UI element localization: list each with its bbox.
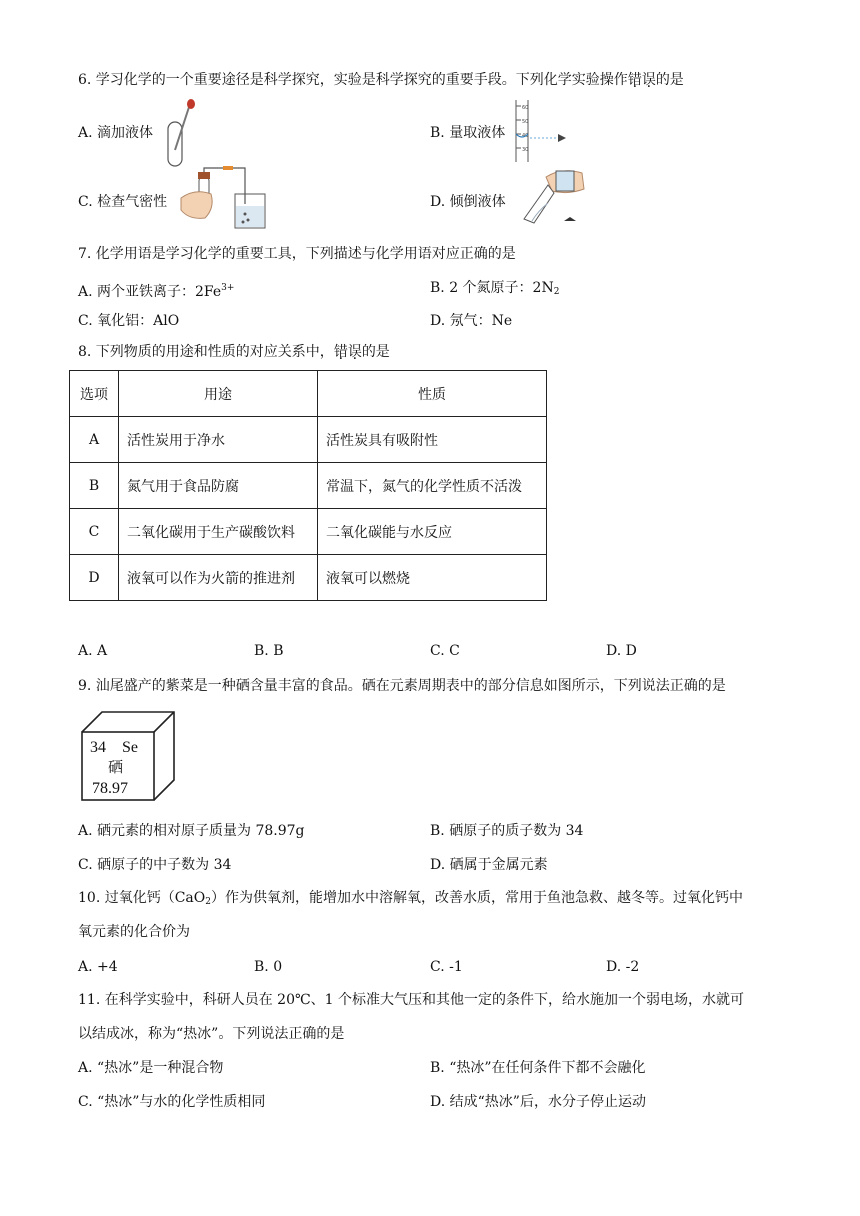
table-cell: D	[70, 555, 119, 601]
q6-option-c[interactable]: C. 检查气密性	[78, 194, 168, 210]
table-cell: 常温下，氮气的化学性质不活泼	[318, 463, 547, 509]
q10-stem-line2: 氧元素的化合价为	[78, 924, 190, 940]
q11-option-a[interactable]: A. “热冰”是一种混合物	[78, 1060, 224, 1076]
q8-option-a[interactable]: A. A	[78, 643, 108, 659]
q11-option-b[interactable]: B. “热冰”在任何条件下都不会融化	[430, 1060, 646, 1076]
element-atomic-number: 34	[90, 739, 106, 756]
q11-option-c[interactable]: C. “热冰”与水的化学性质相同	[78, 1094, 266, 1110]
q6-emphasis: 错误	[627, 72, 656, 88]
q11-stem-line2: 以结成冰，称为“热冰”。下列说法正确的是	[78, 1026, 345, 1042]
table-cell: 活性炭用于净水	[119, 417, 318, 463]
table-cell: C	[70, 509, 119, 555]
table-row	[70, 509, 547, 555]
q7-option-b[interactable]: B. 2 个氮原子：$2N_2$	[430, 280, 560, 297]
q6-stem: 6. 学习化学的一个重要途径是科学探究，实验是科学探究的重要手段。下列化学实验操作错误的是	[78, 72, 684, 88]
table-cell: 液氧可以作为火箭的推进剂	[119, 555, 318, 601]
q10-option-d[interactable]: D. -2	[606, 959, 640, 975]
table-cell: 二氧化碳能与水反应	[318, 509, 547, 555]
q10-stem-line1: 10. 过氧化钙（CaO$_2$）作为供氧剂，能增加水中溶解氧，改善水质，常用于鱼池急救、越冬等。过氧化钙中	[78, 890, 743, 907]
q8-option-d[interactable]: D. D	[606, 643, 637, 659]
q9-option-c[interactable]: C. 硒原子的中子数为 34	[78, 857, 232, 873]
table-header-cell: 性质	[318, 371, 547, 417]
q10-option-c[interactable]: C. -1	[430, 959, 463, 975]
table-row	[70, 417, 547, 463]
element-atomic-mass: 78.97	[92, 780, 128, 797]
table-row	[70, 555, 547, 601]
element-name: 硒	[108, 758, 124, 776]
q7-option-c[interactable]: C. 氧化铝：AlO	[78, 313, 180, 329]
q6-option-a[interactable]: A. 滴加液体	[78, 125, 154, 141]
q11-stem-line1: 11. 在科学实验中，科研人员在 20℃、1 个标准大气压和其他一定的条件下，给水施加一个弱电场，水就可	[78, 992, 744, 1008]
selenium-element-card	[80, 710, 176, 802]
q7-option-a[interactable]: A. 两个亚铁离子：$2Fe^{3+}$	[78, 283, 235, 300]
q10-option-b[interactable]: B. 0	[254, 959, 283, 975]
element-symbol: Se	[122, 739, 138, 756]
q7-stem: 7. 化学用语是学习化学的重要工具，下列描述与化学用语对应正确的是	[78, 246, 516, 262]
q9-option-b[interactable]: B. 硒原子的质子数为 34	[430, 823, 584, 839]
q10-option-a[interactable]: A. +4	[78, 959, 118, 975]
table-cell: B	[70, 463, 119, 509]
graduated-cylinder-figure	[508, 98, 570, 164]
cylinder-tick-label: 50	[522, 119, 529, 125]
dropper-tube-figure	[162, 98, 202, 170]
cylinder-tick-label: 30	[522, 147, 529, 153]
q9-option-d[interactable]: D. 硒属于金属元素	[430, 857, 548, 873]
table-cell: 氮气用于食品防腐	[119, 463, 318, 509]
table-cell: 活性炭具有吸附性	[318, 417, 547, 463]
q8-option-c[interactable]: C. C	[430, 643, 460, 659]
q9-option-a[interactable]: A. 硒元素的相对原子质量为 78.97g	[78, 823, 305, 839]
table-row	[70, 463, 547, 509]
q8-stem: 8. 下列物质的用途和性质的对应关系中，错误的是	[78, 344, 390, 360]
table-cell: A	[70, 417, 119, 463]
table-cell: 液氧可以燃烧	[318, 555, 547, 601]
table-header-cell: 用途	[119, 371, 318, 417]
pouring-liquid-figure	[512, 163, 592, 233]
q8-emphasis: 错误	[333, 344, 362, 360]
cylinder-tick-label: 60	[522, 105, 529, 111]
q7-option-d[interactable]: D. 氖气：Ne	[430, 313, 513, 329]
q8-table	[69, 370, 547, 601]
q11-option-d[interactable]: D. 结成“热冰”后，水分子停止运动	[430, 1094, 646, 1110]
table-cell: 二氧化碳用于生产碳酸饮料	[119, 509, 318, 555]
q6-option-b[interactable]: B. 量取液体	[430, 125, 506, 141]
airtightness-check-figure	[175, 164, 275, 232]
table-header-cell: 选项	[70, 371, 119, 417]
cylinder-tick-label: 40	[522, 133, 529, 139]
q6-option-d[interactable]: D. 倾倒液体	[430, 194, 506, 210]
q9-stem: 9. 汕尾盛产的紫菜是一种硒含量丰富的食品。硒在元素周期表中的部分信息如图所示，下列说法正确的是	[78, 678, 726, 694]
q8-option-b[interactable]: B. B	[254, 643, 284, 659]
table-header-row	[70, 371, 547, 417]
